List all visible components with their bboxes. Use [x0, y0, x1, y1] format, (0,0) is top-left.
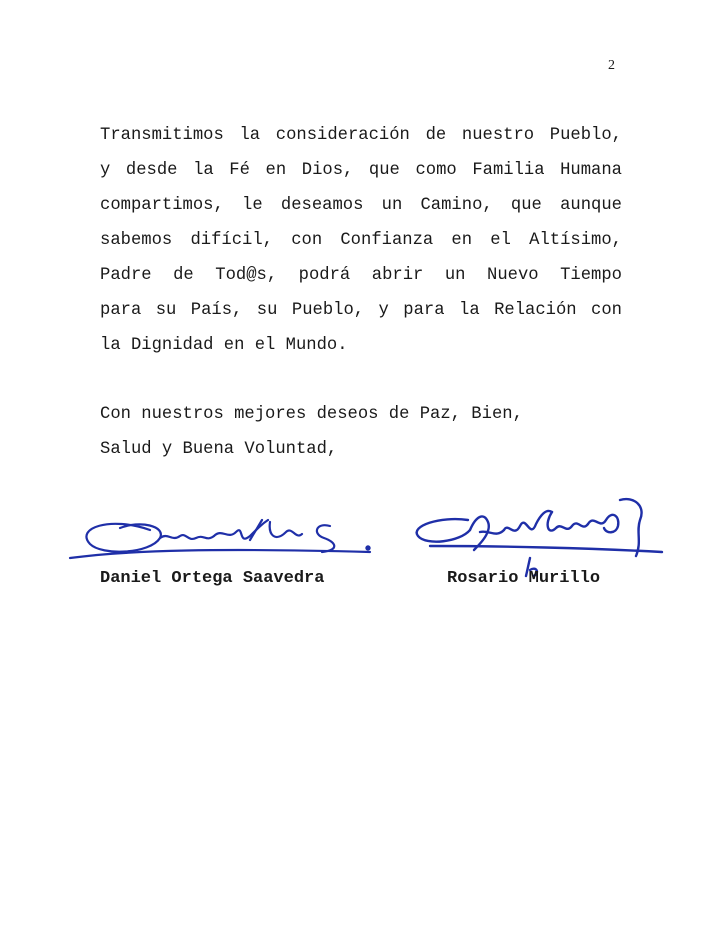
paragraph-line: la Dignidad en el Mundo.	[100, 336, 348, 355]
letter-paragraph-1	[100, 118, 622, 363]
signer-name-daniel-ortega: Daniel Ortega Saavedra	[100, 569, 325, 588]
paragraph-line: y desde la Fé en Dios, que como Familia Humana	[100, 161, 622, 180]
signer-name-rosario-murillo: Rosario Murillo	[447, 569, 601, 588]
paragraph-line: sabemos difícil, con Confianza en el Altísimo,	[100, 231, 622, 250]
paragraph-line: Salud y Buena Voluntad,	[100, 440, 338, 459]
letter-paragraph-2	[100, 397, 622, 467]
paragraph-line: para su País, su Pueblo, y para la Relación con	[100, 301, 622, 320]
page-number: 2	[608, 58, 615, 73]
signature-daniel-ortega	[70, 520, 370, 558]
paragraph-line: compartimos, le deseamos un Camino, que aunque	[100, 196, 622, 215]
signature-rosario-murillo	[417, 499, 662, 576]
paragraph-line: Transmitimos la consideración de nuestro Pueblo,	[100, 126, 622, 145]
paragraph-line: Con nuestros mejores deseos de Paz, Bien,	[100, 405, 523, 424]
paragraph-line: Padre de Tod@s, podrá abrir un Nuevo Tiempo	[100, 266, 622, 285]
